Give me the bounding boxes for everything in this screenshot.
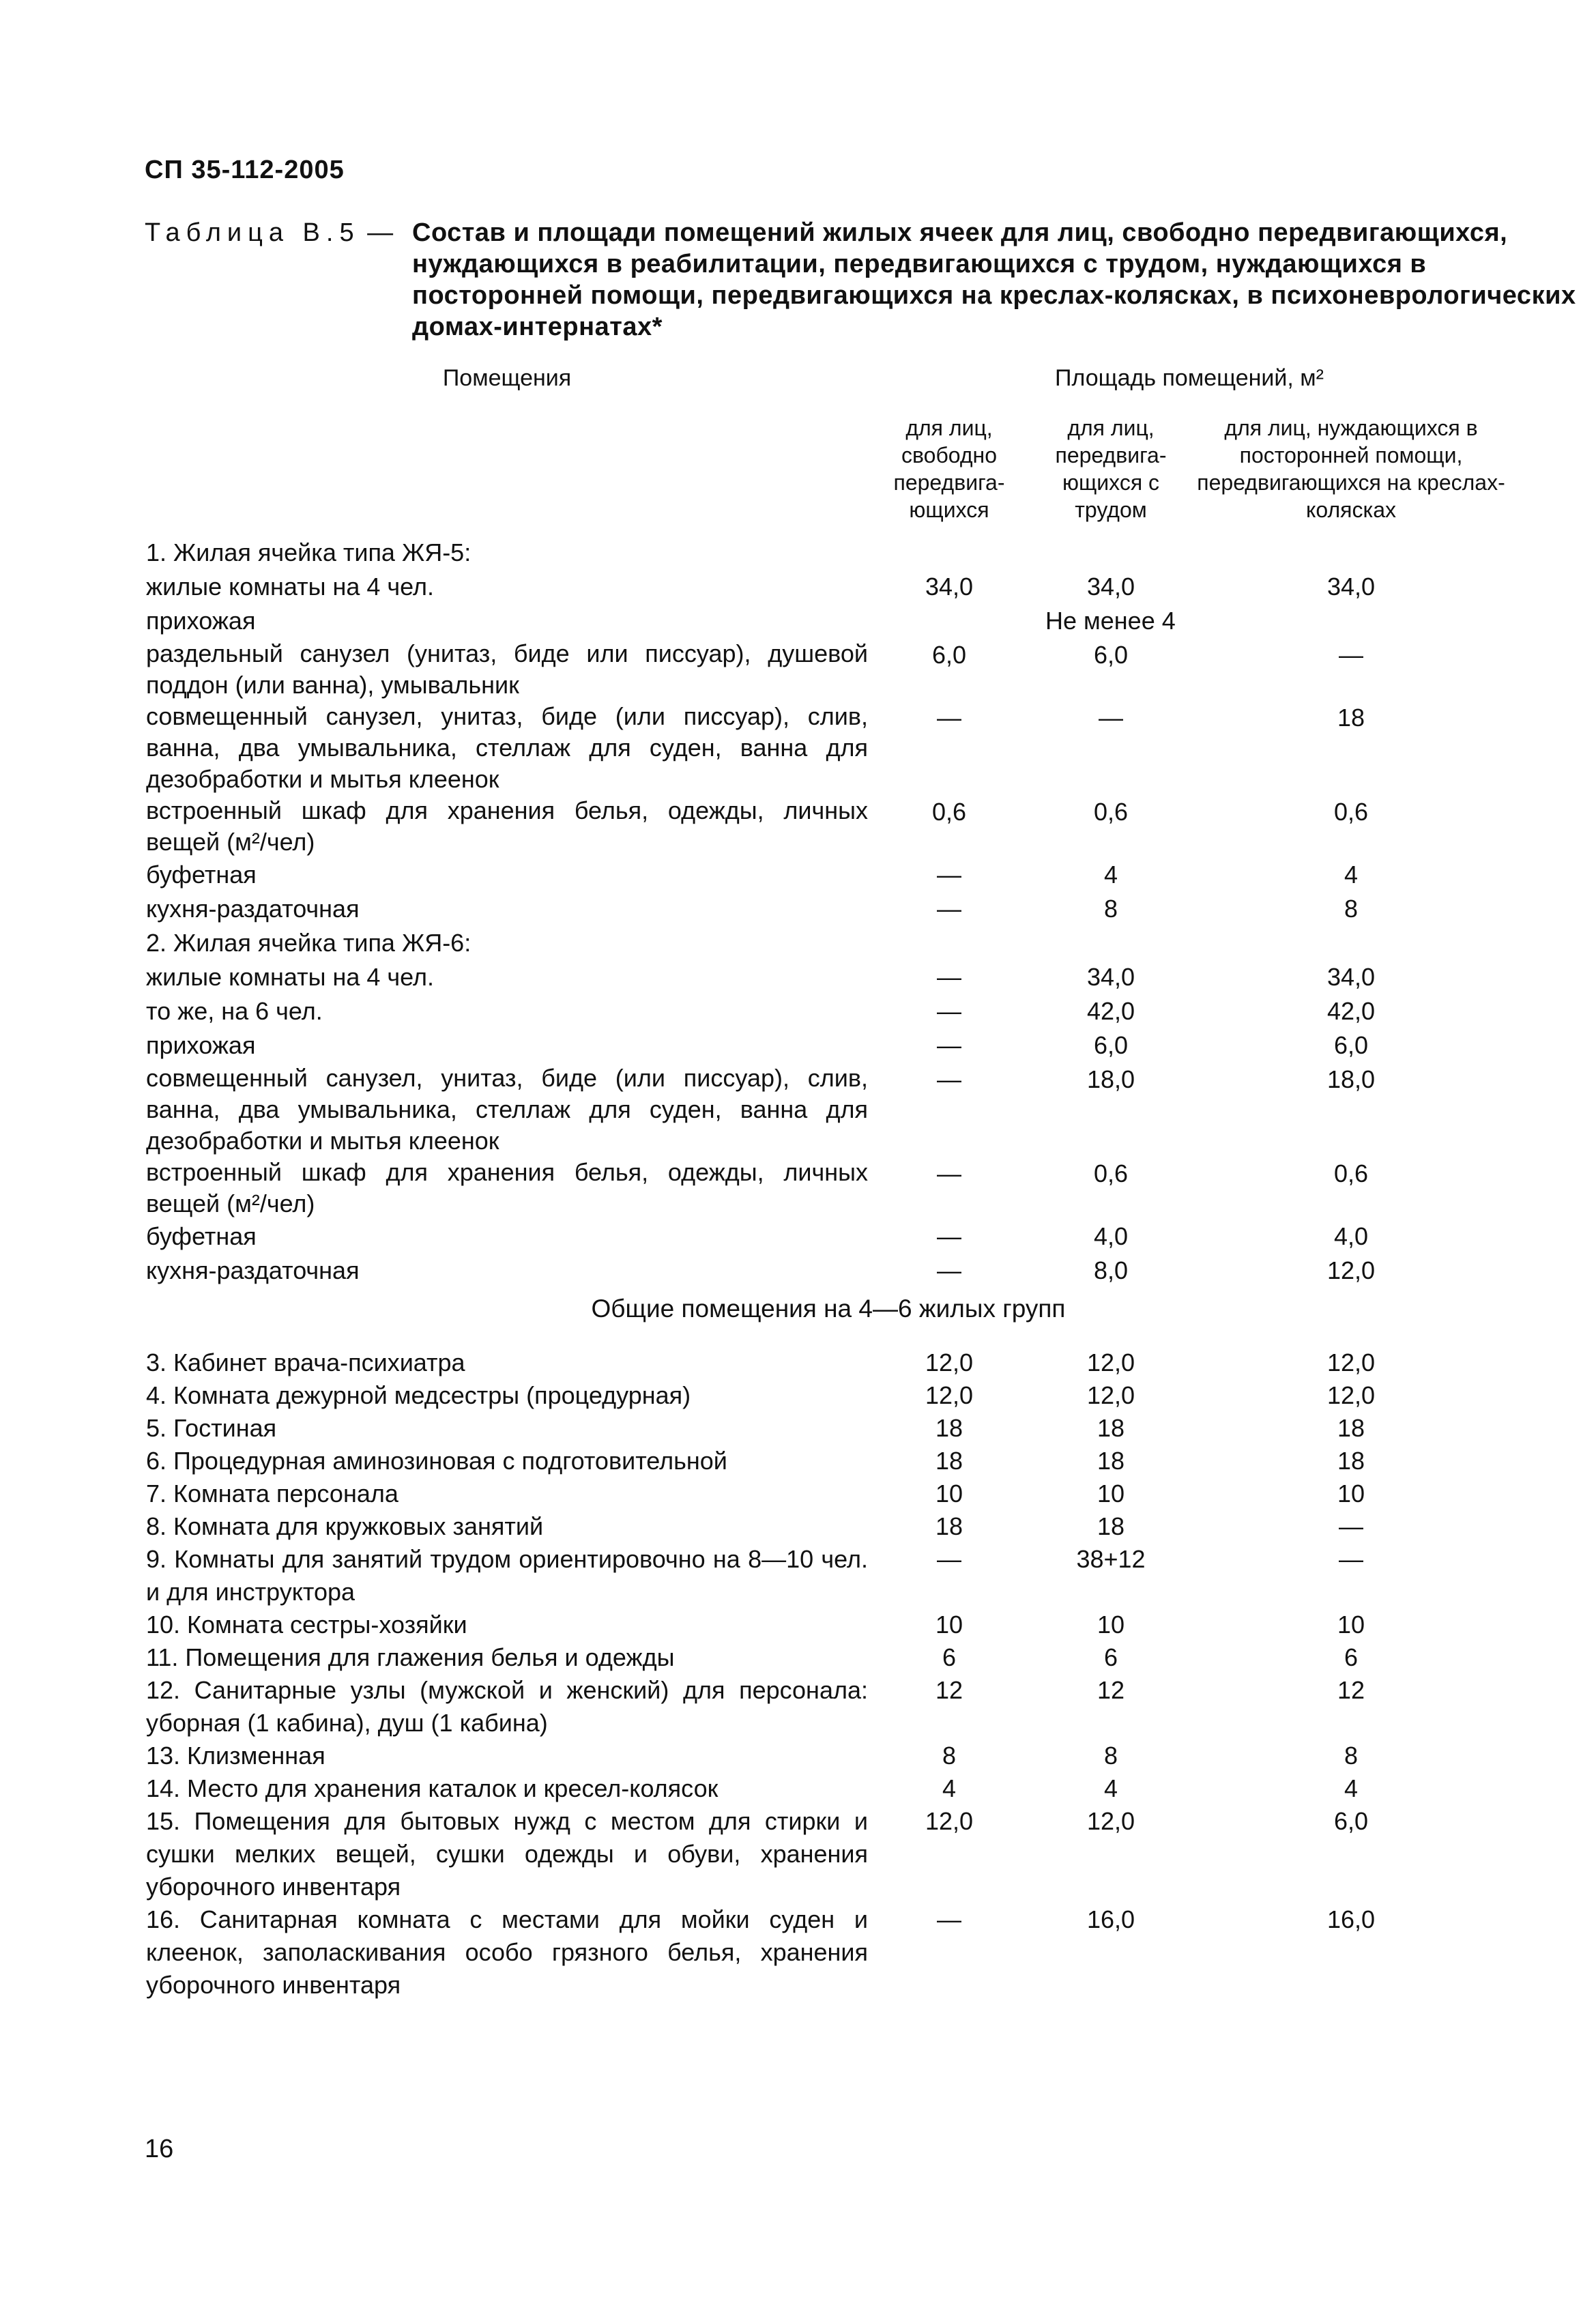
value-b: 0,6 <box>1093 1159 1129 1187</box>
table-row <box>146 1028 1511 1063</box>
value-c: 8 <box>1344 895 1359 923</box>
value-a: 4 <box>942 1774 957 1802</box>
room-name: прихожая <box>146 1031 256 1059</box>
value-c: — <box>1339 1545 1363 1573</box>
value-c: 8 <box>1344 1742 1359 1770</box>
value-a: 12,0 <box>925 1807 974 1835</box>
value-b: 10 <box>1097 1611 1125 1639</box>
value-a: — <box>937 963 961 991</box>
value-b: 18,0 <box>1086 1065 1135 1093</box>
value-c: 10 <box>1337 1611 1365 1639</box>
room-name: 16. Санитарная комната с местами для мойки суден и клеенок, заполаскивания особо грязного белья, хранения уборочного инвентаря <box>146 1905 868 1999</box>
value-a: 12 <box>935 1676 963 1704</box>
table-row <box>146 1063 1511 1157</box>
table-row <box>146 701 1511 795</box>
table-row <box>146 960 1511 994</box>
value-c: 12,0 <box>1326 1381 1376 1409</box>
value-a: 0,6 <box>931 798 967 826</box>
value-a: 34,0 <box>925 573 974 601</box>
room-name: раздельный санузел (унитаз, биде или писсуар), душевой поддон (или ванна), умывальник <box>146 639 868 699</box>
value-a: 6,0 <box>931 641 967 669</box>
value-b: 12,0 <box>1086 1807 1135 1835</box>
col-header-area: Площадь помещений, м² <box>1055 365 1324 391</box>
table-row <box>146 1445 1511 1477</box>
value-b: 0,6 <box>1093 798 1129 826</box>
value-a: — <box>937 1031 961 1059</box>
value-a: 18 <box>935 1512 963 1540</box>
table-row <box>146 795 1511 858</box>
room-name: 13. Клизменная <box>146 1742 325 1770</box>
room-name: 9. Комнаты для занятий трудом ориентировочно на 8—10 чел. и для инструктора <box>146 1545 868 1606</box>
value-a: 10 <box>935 1611 963 1639</box>
value-b: 8 <box>1103 895 1118 923</box>
value-c: 4,0 <box>1333 1222 1369 1250</box>
value-b: 34,0 <box>1086 573 1135 601</box>
value-a: 12,0 <box>925 1381 974 1409</box>
table-row <box>146 570 1511 604</box>
value-a: — <box>937 1256 961 1284</box>
value-a: — <box>937 1159 961 1187</box>
group-title: 2. Жилая ячейка типа ЖЯ-6: <box>146 929 471 957</box>
value-c: 0,6 <box>1333 798 1369 826</box>
section-row <box>146 1295 1511 1346</box>
value-a: 18 <box>935 1414 963 1442</box>
value-b: 18 <box>1097 1414 1125 1442</box>
value-c: 12,0 <box>1326 1348 1376 1376</box>
value-b: 42,0 <box>1086 997 1135 1025</box>
table-row <box>146 1543 1511 1608</box>
value-c: 6,0 <box>1333 1807 1369 1835</box>
document-code: СП 35-112-2005 <box>145 156 345 184</box>
table-row <box>146 1157 1511 1220</box>
table-row <box>146 1379 1511 1412</box>
value-merged: Не менее 4 <box>1045 607 1176 635</box>
value-c: 12,0 <box>1326 1256 1376 1284</box>
col-header-moving-with-difficulty: для лиц, передвига-ющихся с трудом <box>1055 416 1167 522</box>
table-label: Таблица В.5 — <box>145 218 394 247</box>
value-b: 4 <box>1103 1774 1118 1802</box>
value-b: 18 <box>1097 1447 1125 1475</box>
value-a: — <box>937 861 961 889</box>
group-title: 1. Жилая ячейка типа ЖЯ-5: <box>146 538 471 566</box>
value-b: 6,0 <box>1093 641 1129 669</box>
room-name: 7. Комната персонала <box>146 1480 398 1507</box>
room-name: встроенный шкаф для хранения белья, одежды, личных вещей (м²/чел) <box>146 796 868 856</box>
section-title: Общие помещения на 4—6 жилых групп <box>591 1295 1066 1323</box>
value-c: 34,0 <box>1326 573 1376 601</box>
table-row <box>146 926 1511 960</box>
room-name: 11. Помещения для глажения белья и одежды <box>146 1643 675 1671</box>
value-c: 4 <box>1344 861 1359 889</box>
value-c: — <box>1339 1512 1363 1540</box>
value-a: 8 <box>942 1742 957 1770</box>
table-row <box>146 994 1511 1028</box>
value-b: 16,0 <box>1086 1905 1135 1933</box>
value-b: 10 <box>1097 1480 1125 1507</box>
value-b: 12 <box>1097 1676 1125 1704</box>
value-c: 18 <box>1337 1414 1365 1442</box>
value-a: 18 <box>935 1447 963 1475</box>
table-row <box>146 638 1511 701</box>
value-c: 16,0 <box>1326 1905 1376 1933</box>
value-a: — <box>937 1222 961 1250</box>
table-row <box>146 604 1511 638</box>
col-header-rooms: Помещения <box>442 365 572 391</box>
value-a: 10 <box>935 1480 963 1507</box>
room-name: прихожая <box>146 607 256 635</box>
value-a: 6 <box>942 1643 957 1671</box>
value-c: 0,6 <box>1333 1159 1369 1187</box>
page-number: 16 <box>145 2135 174 2163</box>
value-c: 6 <box>1344 1643 1359 1671</box>
value-b: 12,0 <box>1086 1381 1135 1409</box>
value-a: — <box>937 704 961 732</box>
value-b: 6,0 <box>1093 1031 1129 1059</box>
rooms-area-table <box>146 365 1511 2032</box>
value-b: 12,0 <box>1086 1348 1135 1376</box>
table-title: Состав и площади помещений жилых ячеек для лиц, свободно передвигающихся, нуждающихся в реабилитации, передвигающихся с трудом, нуждающихся в посторонней помощи, передвигающихся на креслах-колясках, в психоневрологических домах-интернатах* <box>412 218 1576 341</box>
table-row <box>146 1412 1511 1445</box>
table-row <box>146 1510 1511 1543</box>
table-row <box>146 1254 1511 1295</box>
table-row <box>146 1641 1511 1674</box>
value-b: 4 <box>1103 861 1118 889</box>
room-name: совмещенный санузел, унитаз, биде (или писсуар), слив, ванна, два умывальника, стеллаж для суден, ванна для дезобработки и мытья клеенок <box>146 1064 868 1155</box>
room-name: кухня-раздаточная <box>146 1256 360 1284</box>
table-row <box>146 1674 1511 1740</box>
value-c: 34,0 <box>1326 963 1376 991</box>
value-a: 12,0 <box>925 1348 974 1376</box>
room-name: 5. Гостиная <box>146 1414 277 1442</box>
value-c: 4 <box>1344 1774 1359 1802</box>
room-name: буфетная <box>146 1222 257 1250</box>
value-c: 10 <box>1337 1480 1365 1507</box>
table-row <box>146 1608 1511 1641</box>
room-name: жилые комнаты на 4 чел. <box>146 573 435 601</box>
value-b: 8 <box>1103 1742 1118 1770</box>
table-row <box>146 1346 1511 1379</box>
table-row <box>146 1477 1511 1510</box>
value-c: 18 <box>1337 704 1365 732</box>
room-name: 3. Кабинет врача-психиатра <box>146 1348 465 1376</box>
value-c: 6,0 <box>1333 1031 1369 1059</box>
room-name: 8. Комната для кружковых занятий <box>146 1512 544 1540</box>
room-name: 12. Санитарные узлы (мужской и женский) для персонала: уборная (1 кабина), душ (1 кабина) <box>146 1676 868 1737</box>
table-row <box>146 1740 1511 1772</box>
room-name: то же, на 6 чел. <box>146 997 323 1025</box>
table-row <box>146 858 1511 892</box>
value-a: — <box>937 1905 961 1933</box>
room-name: 6. Процедурная аминозиновая с подготовительной <box>146 1447 727 1475</box>
table-row <box>146 1220 1511 1254</box>
value-a: — <box>937 1545 961 1573</box>
room-name: 10. Комната сестры-хозяйки <box>146 1611 467 1639</box>
room-name: 14. Место для хранения каталок и кресел-колясок <box>146 1774 719 1802</box>
table-row <box>146 892 1511 926</box>
room-name: кухня-раздаточная <box>146 895 360 923</box>
room-name: совмещенный санузел, унитаз, биде (или писсуар), слив, ванна, два умывальника, стеллаж для суден, ванна для дезобработки и мытья клеенок <box>146 702 868 793</box>
value-c: 18,0 <box>1326 1065 1376 1093</box>
value-a: — <box>937 1065 961 1093</box>
room-name: 4. Комната дежурной медсестры (процедурная) <box>146 1381 691 1409</box>
value-b: 8,0 <box>1093 1256 1129 1284</box>
table-row <box>146 1772 1511 1805</box>
value-b: — <box>1099 704 1123 732</box>
table-row <box>146 536 1511 570</box>
value-b: 18 <box>1097 1512 1125 1540</box>
room-name: буфетная <box>146 861 257 889</box>
table-row <box>146 1805 1511 1903</box>
table-row <box>146 1903 1511 2032</box>
value-b: 4,0 <box>1093 1222 1129 1250</box>
room-name: встроенный шкаф для хранения белья, одежды, личных вещей (м²/чел) <box>146 1158 868 1217</box>
value-a: — <box>937 895 961 923</box>
room-name: 15. Помещения для бытовых нужд с местом для стирки и сушки мелких вещей, сушки одежды и обуви, хранения уборочного инвентаря <box>146 1807 868 1901</box>
value-c: 42,0 <box>1326 997 1376 1025</box>
value-a: — <box>937 997 961 1025</box>
col-header-wheelchair: для лиц, нуждающихся в посторонней помощи, передвигающихся на креслах-колясках <box>1197 416 1505 522</box>
value-c: 12 <box>1337 1676 1365 1704</box>
value-b: 6 <box>1103 1643 1118 1671</box>
value-c: — <box>1339 641 1363 669</box>
value-c: 18 <box>1337 1447 1365 1475</box>
value-b: 34,0 <box>1086 963 1135 991</box>
room-name: жилые комнаты на 4 чел. <box>146 963 435 991</box>
value-b: 38+12 <box>1076 1545 1146 1573</box>
col-header-free-moving: для лиц, свободно передвига-ющихся <box>893 416 1005 522</box>
